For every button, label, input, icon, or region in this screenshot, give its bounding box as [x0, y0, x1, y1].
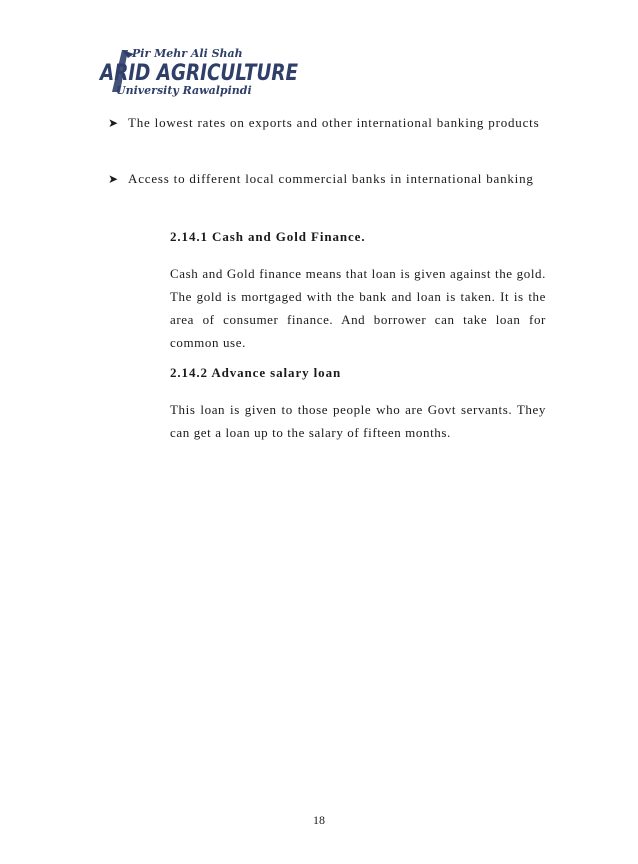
bullet-text-2: Access to different local commercial banks in international banking [128, 171, 534, 186]
arrowhead-bullet-icon: ➤ [108, 116, 119, 130]
university-logo [98, 42, 300, 98]
logo-line-3: University Rawalpindi [116, 84, 252, 97]
section-heading-advance-salary-loan: 2.14.2 Advance salary loan [170, 365, 342, 380]
bullet-item-2 [108, 168, 546, 190]
logo-line-1: Pir Mehr Ali Shah [132, 47, 243, 60]
arrowhead-bullet-icon: ➤ [108, 172, 119, 186]
page-number: 18 [313, 813, 325, 827]
university-logo-graphic [98, 42, 300, 98]
logo-line-2: ARID AGRICULTURE [98, 61, 299, 86]
section-body-cash-gold-finance: Cash and Gold finance means that loan is given against the gold. The gold is mortgaged with the bank and loan is taken. It is the area of consumer finance. And borrower can take loan for common use. [170, 266, 546, 350]
bullet-item-1 [108, 112, 546, 134]
section-heading-cash-gold-finance: 2.14.1 Cash and Gold Finance. [170, 229, 366, 244]
section-body-advance-salary-loan: This loan is given to those people who are Govt servants. They can get a loan up to the salary of fifteen months. [170, 402, 546, 440]
bullet-text-1: The lowest rates on exports and other international banking products [128, 115, 540, 130]
